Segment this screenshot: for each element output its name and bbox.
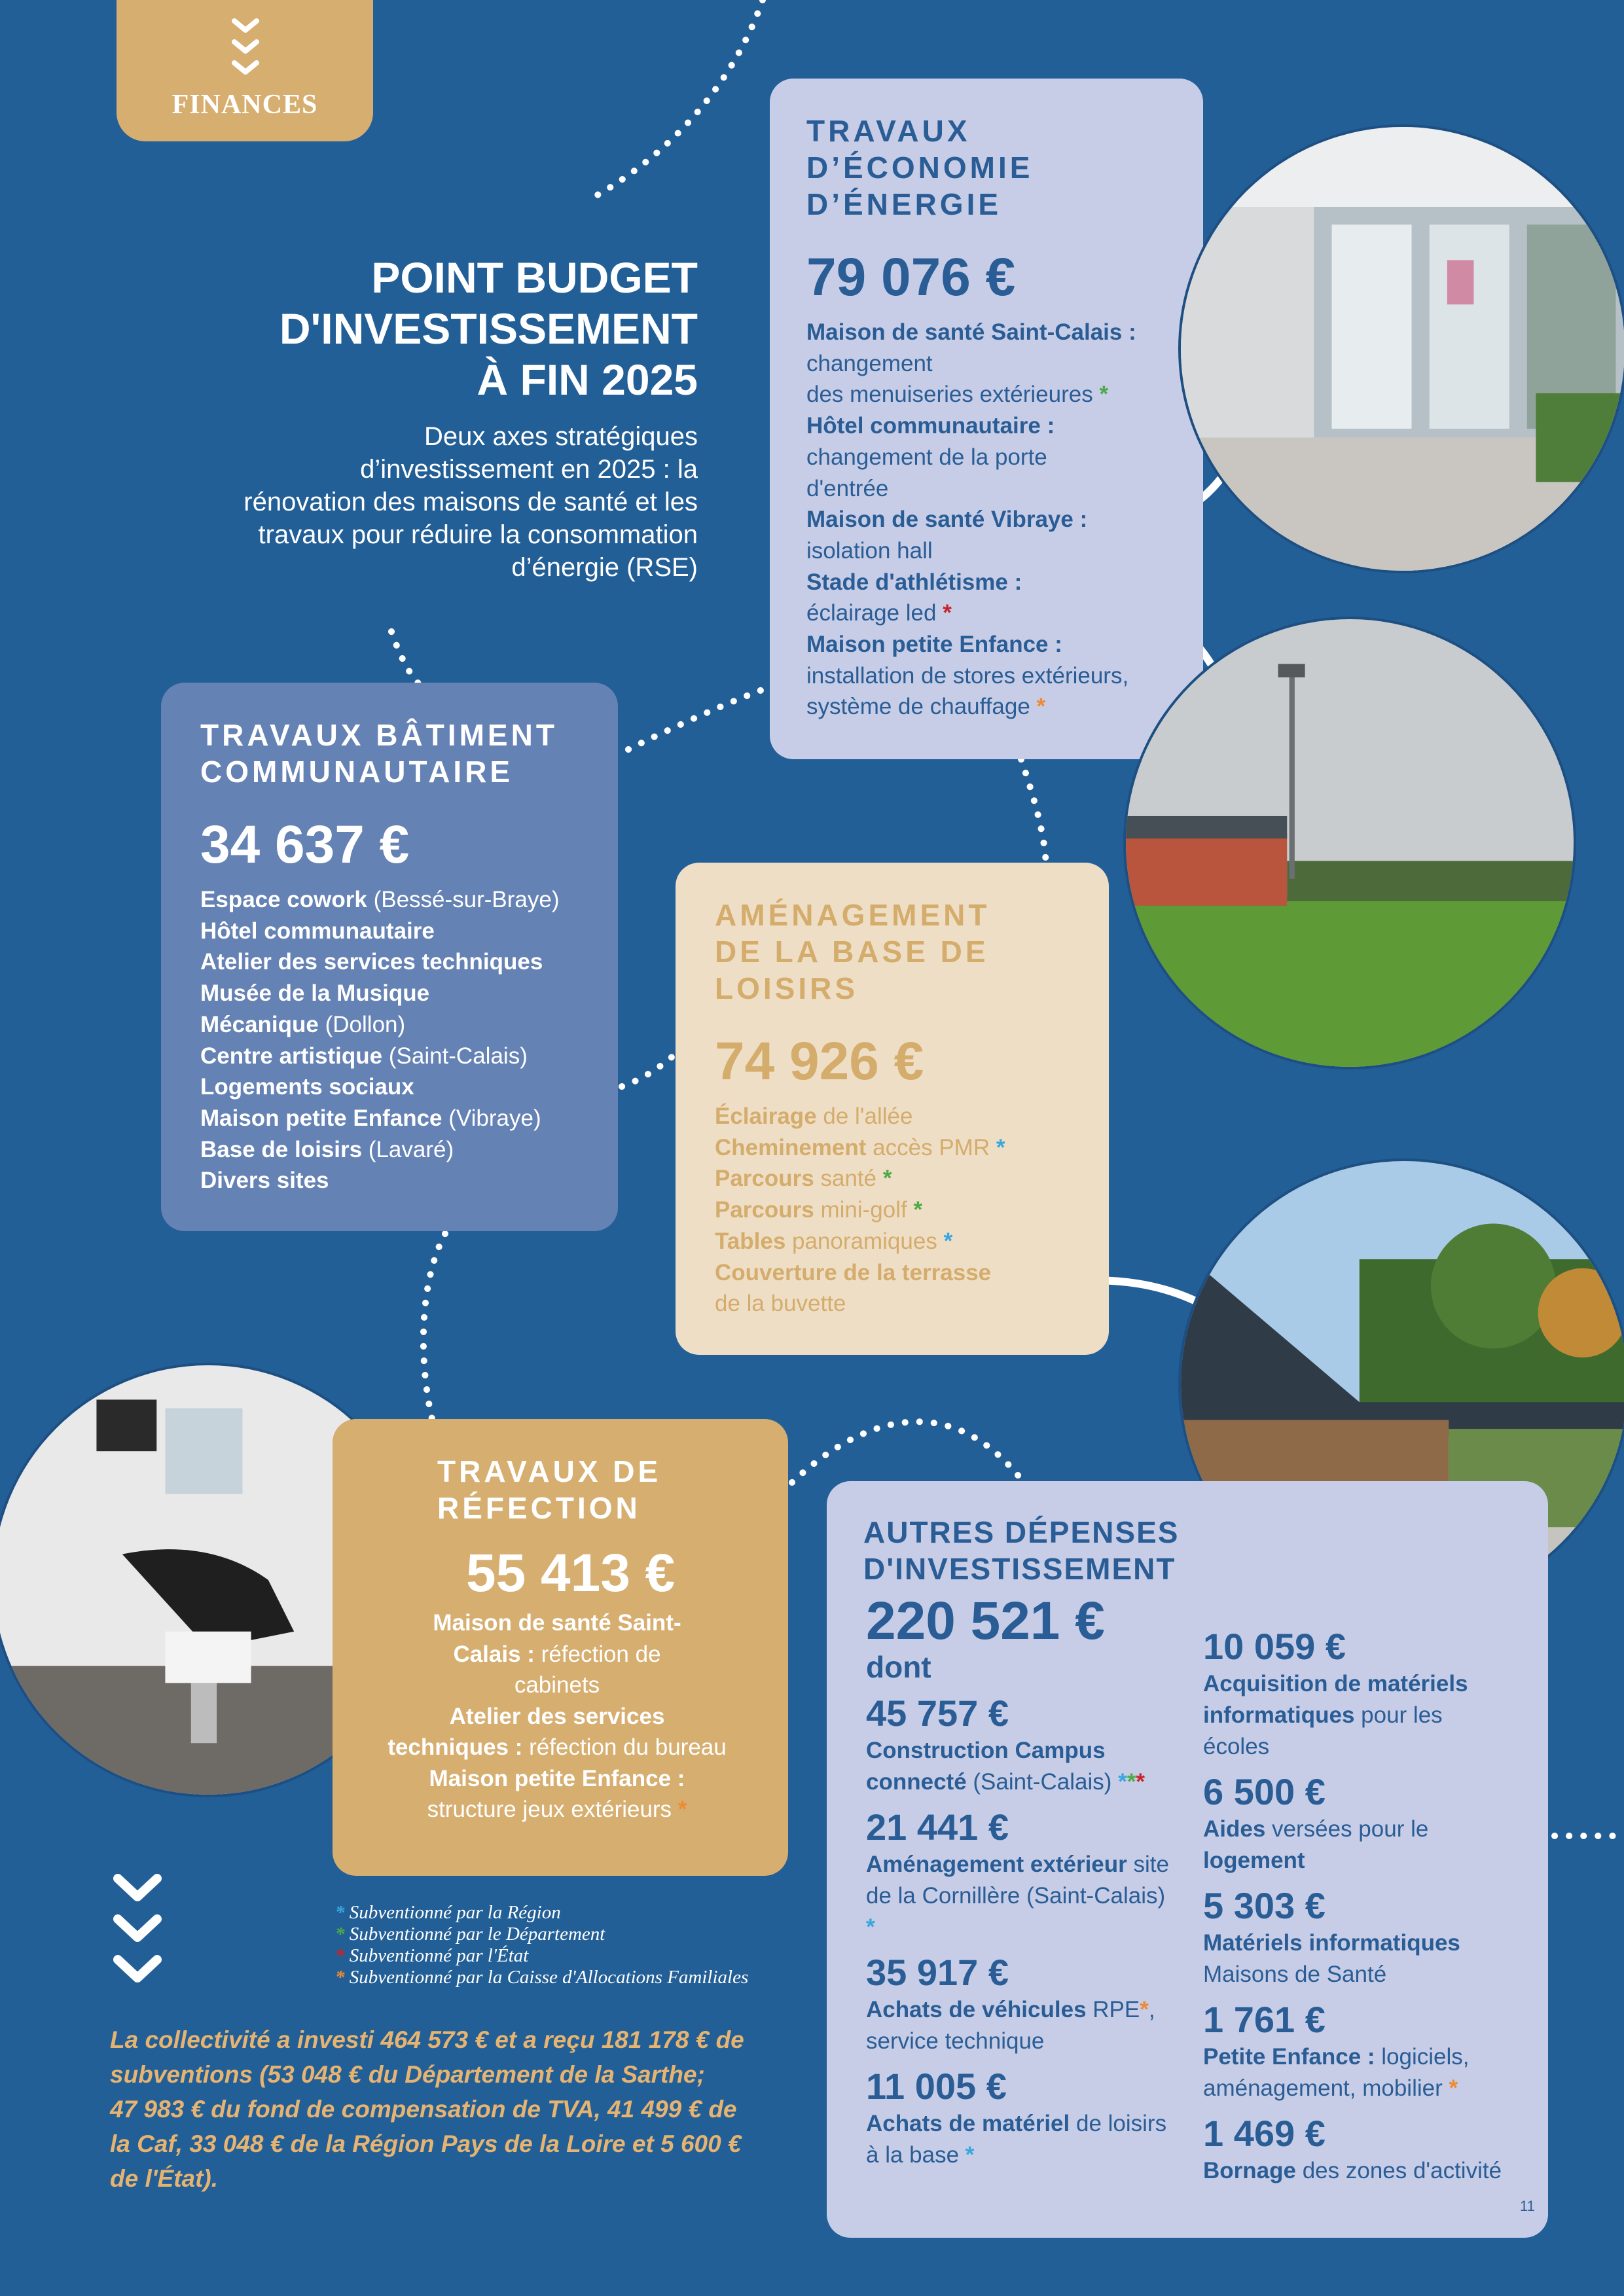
card-item-list [715, 1101, 1070, 1319]
list-item: installation de stores extérieurs, [806, 662, 1129, 689]
list-item: Hôtel communautaire [200, 918, 435, 944]
list-item: cabinets [514, 1672, 600, 1698]
list-item: isolation hall [806, 537, 933, 564]
investment-summary [110, 2022, 797, 2196]
list-item: des menuiseries extérieures * [806, 382, 1109, 408]
list-item: de la buvette [715, 1291, 846, 1317]
summary-line: la Caf, 33 048 € de la Région Pays de la Loire et 5 600 € [110, 2130, 742, 2157]
legend-item: * Subventionné par le Département [335, 1924, 605, 1945]
list-item: d'entrée [806, 475, 889, 501]
sub-amount: 11 005 € [866, 2066, 1007, 2107]
list-item: Tables panoramiques * [715, 1228, 953, 1254]
card-amount: 220 521 € [866, 1591, 1105, 1651]
list-item: Logements sociaux [200, 1074, 414, 1100]
card-item-list [359, 1607, 755, 1825]
list-item: Achats de véhicules RPE*, service technique [866, 1997, 1155, 2054]
sub-amount: 45 757 € [866, 1693, 1009, 1734]
list-item: Centre artistique (Saint-Calais) [200, 1043, 528, 1069]
list-item: Maison petite Enfance : [429, 1765, 685, 1791]
list-item: Espace cowork (Bessé-sur-Braye) [200, 887, 560, 912]
card-heading: TRAVAUX DE RÉFECTION [437, 1454, 662, 1525]
list-item: Mécanique (Dollon) [200, 1011, 406, 1037]
legend-item: * Subventionné par l'État [335, 1945, 529, 1966]
list-item: Atelier des services [449, 1703, 665, 1729]
list-item: Maison de santé Saint-Calais : [806, 319, 1136, 345]
card-heading: AMÉNAGEMENT DE LA BASE DE LOISIRS [715, 898, 990, 1005]
leisure-base-card [676, 863, 1109, 1355]
sub-amount: 1 761 € [1203, 1999, 1326, 2040]
stadium-photo [1123, 617, 1576, 1069]
card-amount: 79 076 € [806, 247, 1016, 307]
list-item: Hôtel communautaire : [806, 413, 1055, 439]
title-line: POINT BUDGET [371, 253, 698, 302]
list-item: Achats de matériel de loisirs à la base * [866, 2111, 1167, 2168]
refurbishment-card [333, 1419, 788, 1876]
list-item: Construction Campus connecté (Saint-Calais) *** [866, 1738, 1145, 1795]
list-item: Matériels informatiques Maisons de Santé [1203, 1930, 1460, 1987]
list-item: Divers sites [200, 1168, 329, 1194]
title-line: À FIN 2025 [477, 355, 698, 404]
subtitle-line: Deux axes stratégiques [424, 422, 698, 451]
sub-amount: 35 917 € [866, 1952, 1009, 1993]
card-heading: TRAVAUX D’ÉCONOMIE D’ÉNERGIE [806, 114, 1034, 221]
list-item: Bornage des zones d'activité [1203, 2158, 1502, 2183]
list-item: Petite Enfance : logiciels, aménagement, mobilier * [1203, 2044, 1470, 2101]
summary-line: La collectivité a investi 464 573 € et a reçu 181 178 € de [110, 2026, 744, 2053]
card-heading: TRAVAUX BÂTIMENT COMMUNAUTAIRE [200, 718, 558, 789]
list-item: Couverture de la terrasse [715, 1259, 992, 1285]
list-item: techniques : réfection du bureau [388, 1734, 727, 1760]
card-amount: 55 413 € [466, 1543, 676, 1603]
summary-line: de l'État). [110, 2165, 219, 2192]
sub-amount: 10 059 € [1203, 1626, 1346, 1667]
energy-works-card [770, 79, 1203, 759]
list-item: Base de loisirs (Lavaré) [200, 1136, 454, 1162]
list-item: Calais : réfection de [453, 1641, 661, 1667]
list-item: Maison petite Enfance (Vibraye) [200, 1105, 541, 1131]
list-item: Aménagement extérieur site de la Cornillère (Saint-Calais) * [866, 1852, 1169, 1940]
other-investments-column [1203, 1617, 1511, 2187]
card-heading: AUTRES DÉPENSES D'INVESTISSEMENT [863, 1515, 1180, 1586]
page-number: 11 [1520, 2198, 1535, 2214]
chevron-down-icon [230, 17, 261, 80]
list-item: Maison de santé Saint- [433, 1610, 681, 1636]
section-tab-label: FINANCES [171, 90, 318, 120]
other-investments-card [827, 1481, 1548, 2238]
subtitle-line: d’énergie (RSE) [511, 553, 698, 582]
card-amount: 74 926 € [715, 1031, 924, 1091]
legend-item: * Subventionné par la Région [335, 1902, 561, 1923]
chevron-down-icon [111, 1871, 164, 1992]
sub-amount: 6 500 € [1203, 1771, 1326, 1812]
list-item: Éclairage de l'allée [715, 1103, 913, 1129]
building-works-card [161, 683, 618, 1231]
list-item: changement de la porte [806, 444, 1047, 470]
title-line: D'INVESTISSEMENT [279, 304, 698, 353]
list-item: Cheminement accès PMR * [715, 1134, 1005, 1160]
list-item: Parcours santé * [715, 1166, 892, 1192]
summary-line: subventions (53 048 € du Département de la Sarthe; [110, 2061, 705, 2088]
subtitle-line: rénovation des maisons de santé et les [244, 488, 698, 516]
list-item: Aides versées pour le logement [1203, 1816, 1429, 1873]
list-item: changement [806, 350, 933, 376]
sub-amount: 5 303 € [1203, 1885, 1326, 1926]
other-investments-column [866, 1592, 1174, 2171]
list-item: Maison petite Enfance : [806, 632, 1062, 658]
list-item: Maison de santé Vibraye : [806, 507, 1088, 533]
sub-amount: 1 469 € [1203, 2113, 1326, 2154]
hall-photo [1178, 124, 1624, 573]
card-amount: 34 637 € [200, 815, 410, 874]
list-item: éclairage led * [806, 600, 952, 626]
list-item: Acquisition de matériels informatiques pour les écoles [1203, 1671, 1468, 1759]
card-amount-note: dont [866, 1650, 931, 1684]
card-item-list [200, 884, 579, 1196]
sub-amount: 21 441 € [866, 1806, 1009, 1848]
page-title [170, 252, 698, 405]
list-item: Atelier des services techniques [200, 949, 543, 975]
page-subtitle [131, 420, 698, 584]
list-item: Stade d'athlétisme : [806, 569, 1022, 595]
section-tab [117, 0, 373, 141]
subtitle-line: d’investissement en 2025 : la [360, 455, 698, 484]
legend-item: * Subventionné par la Caisse d'Allocations Familiales [335, 1967, 749, 1988]
summary-line: 47 983 € du fond de compensation de TVA, 41 499 € de [110, 2096, 737, 2123]
list-item: Parcours mini-golf * [715, 1197, 923, 1223]
list-item: Musée de la Musique [200, 980, 430, 1007]
list-item: système de chauffage * [806, 694, 1046, 720]
list-item: structure jeux extérieurs * [427, 1797, 687, 1822]
subtitle-line: travaux pour réduire la consommation [258, 520, 698, 549]
card-item-list [806, 317, 1166, 723]
subsidy-legend [335, 1902, 748, 1988]
